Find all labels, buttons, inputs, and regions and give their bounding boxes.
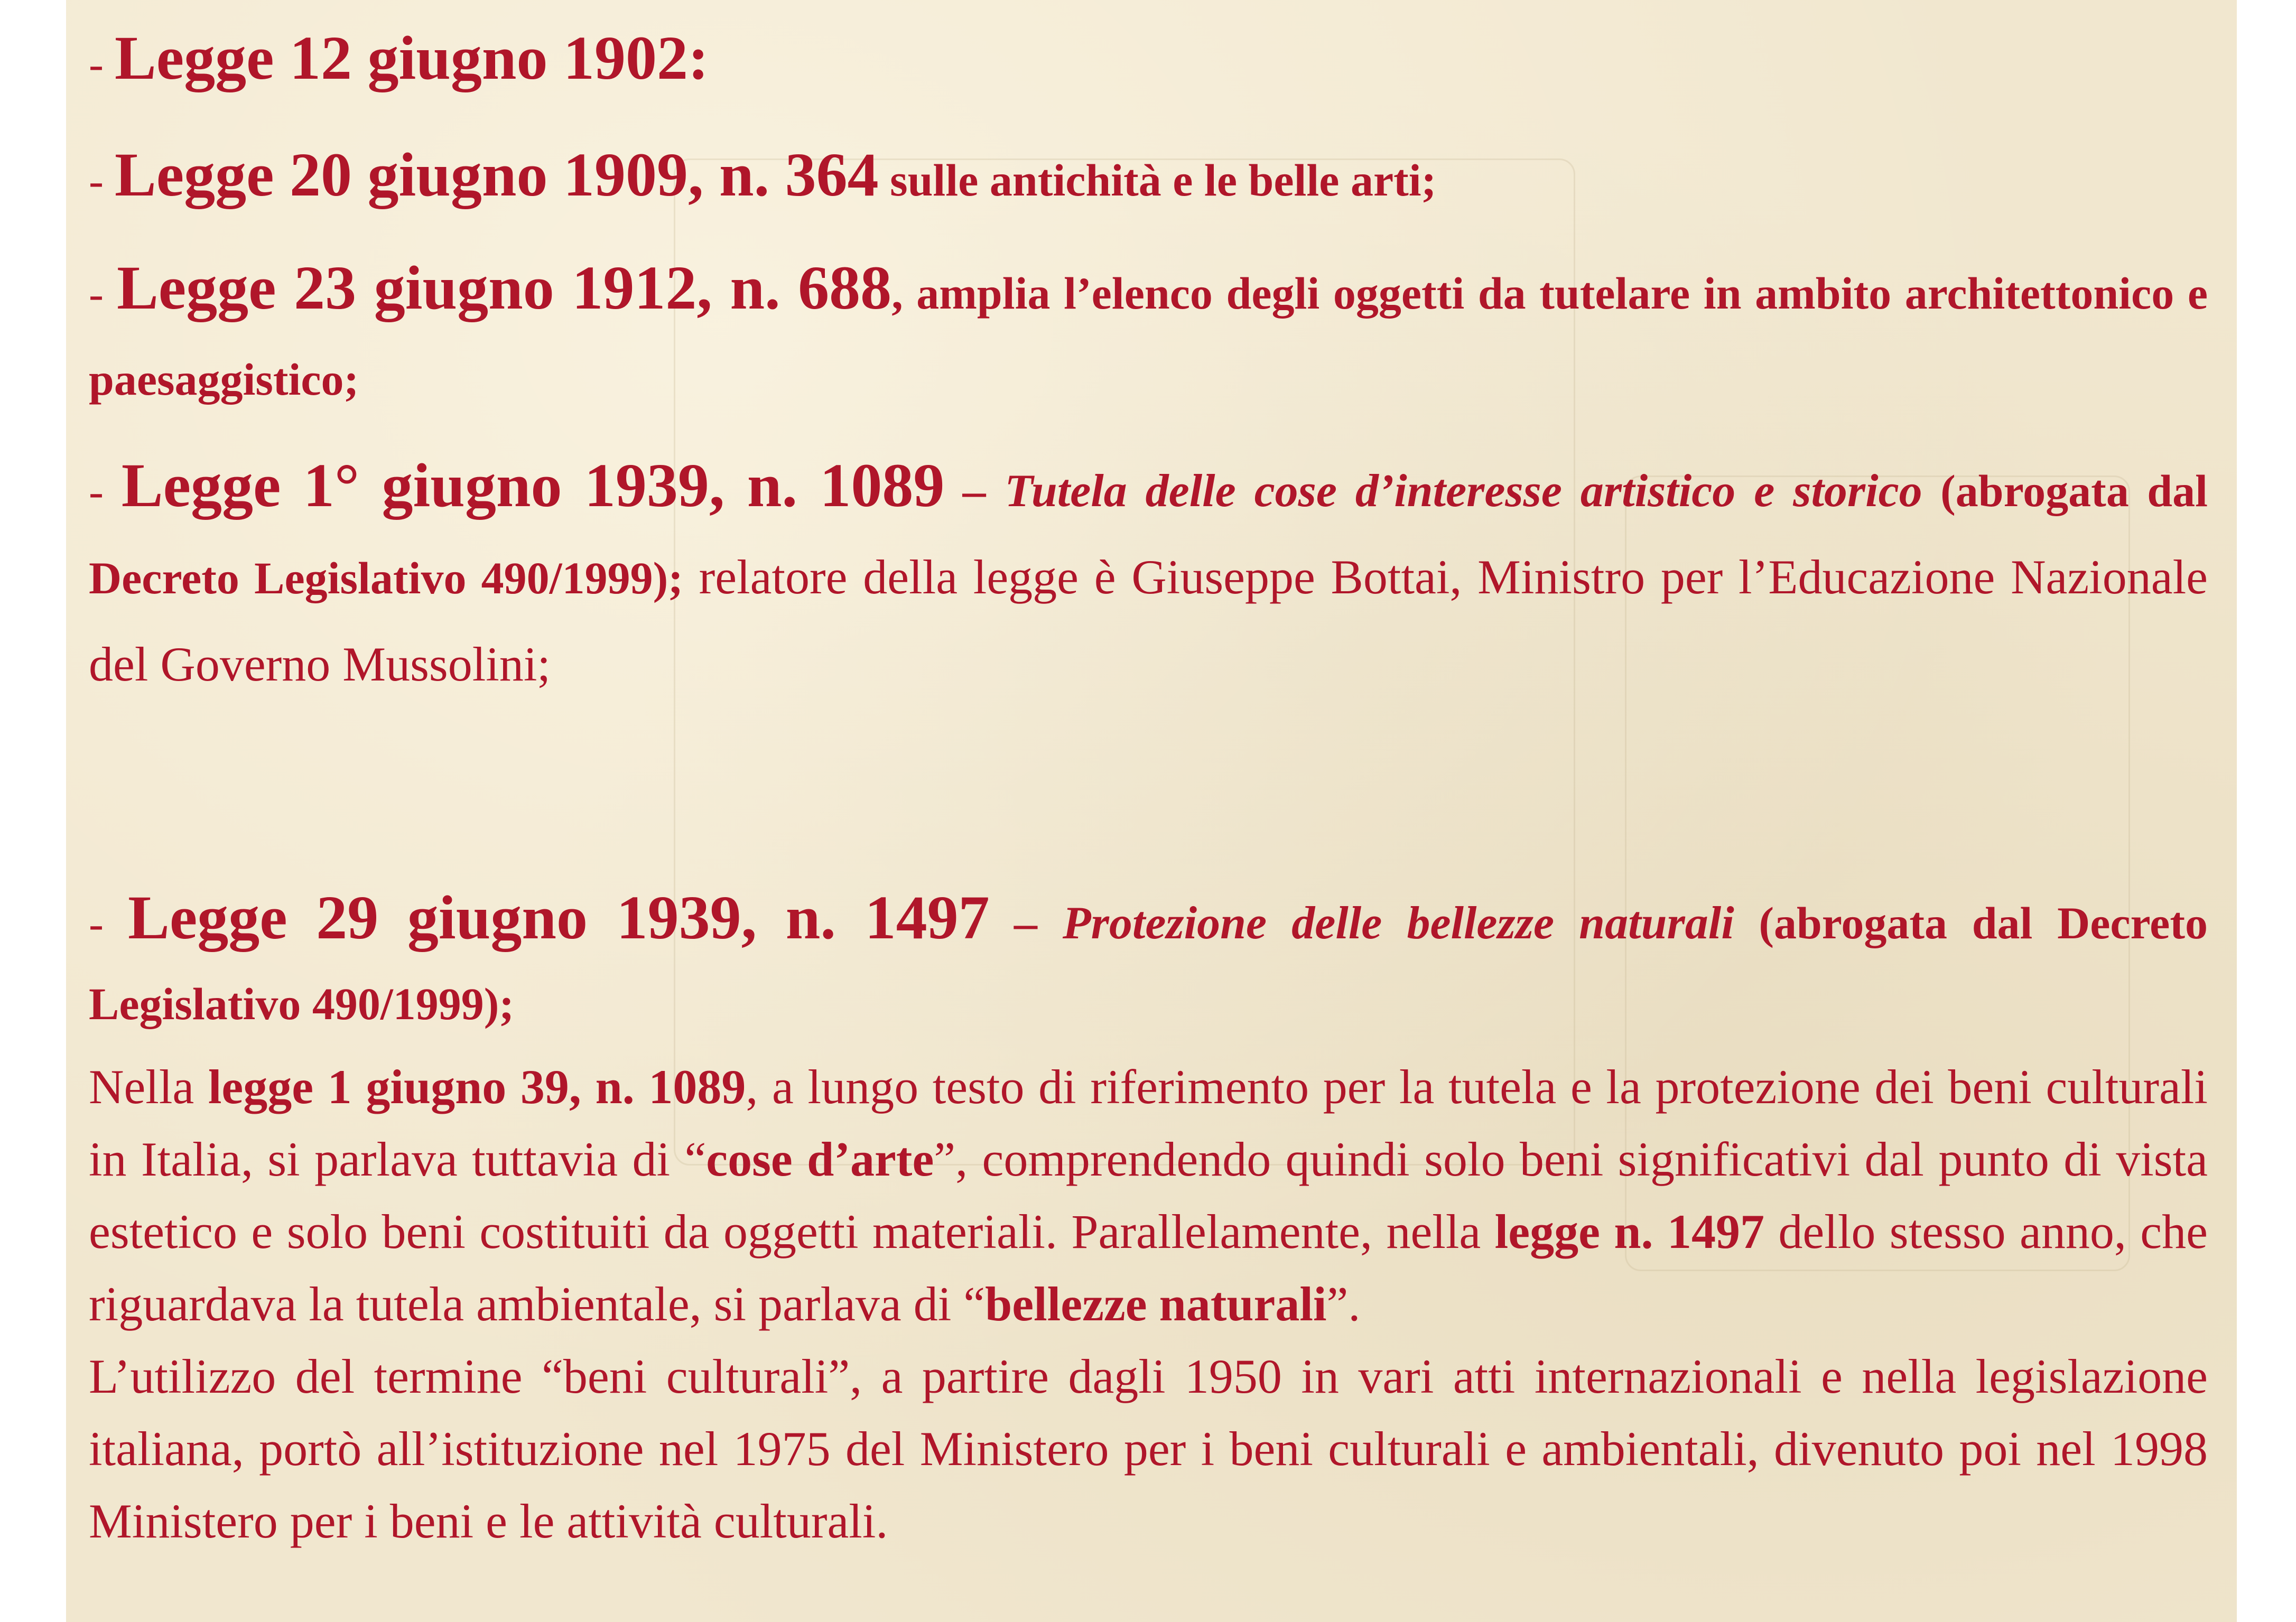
law-title: Legge 1° giugno 1939, n. 1089 bbox=[121, 451, 945, 520]
paragraph-beni-culturali: L’utilizzo del termine “beni culturali”, a partire dagli 1950 in vari atti internazionali e nella legislazione italiana, portò all’istituzione nel 1975 del Ministero per i beni culturali e ambientali, divenuto poi nel 1998 Ministero per i beni e le attività culturali. bbox=[89, 1349, 2208, 1548]
law-description: sulle antichità e le belle arti; bbox=[878, 155, 1437, 206]
emphasis-bellezze-naturali: bellezze naturali bbox=[985, 1277, 1327, 1331]
paragraph-text: Nella bbox=[89, 1060, 208, 1114]
paragraph-cose-d-arte bbox=[89, 1051, 2208, 1340]
law-abrogation-note: (abrogata dal Decreto Legislativo 490/1999); bbox=[89, 465, 2208, 603]
law-item-1939-1089 bbox=[89, 449, 2208, 715]
emphasis-law-1089: legge 1 giugno 39, n. 1089 bbox=[208, 1060, 746, 1114]
law-item-1939-1497 bbox=[89, 884, 2208, 1051]
paragraph-text: , a lungo testo di riferimento per la tutela e la protezione dei beni culturali in Italia, si parlava tuttavia di “ bbox=[89, 1060, 2208, 1186]
list-dash: - bbox=[89, 467, 122, 516]
law-title: Legge 29 giugno 1939, n. 1497 bbox=[128, 883, 990, 952]
law-subject: Protezione delle bellezze naturali bbox=[1062, 898, 1734, 949]
law-rapporteur-note: relatore della legge è Giuseppe Bottai, Ministro per l’Educazione Nazionale del Governo Mussolini; bbox=[89, 550, 2208, 691]
document-text bbox=[89, 16, 2208, 1558]
law-item-1912 bbox=[89, 251, 2208, 429]
list-dash: - bbox=[89, 156, 115, 206]
law-separator: – bbox=[989, 898, 1063, 949]
law-title: Legge 20 giugno 1909, n. 364 bbox=[114, 140, 879, 209]
paragraph-text: ”. bbox=[1326, 1277, 1361, 1331]
law-title: Legge 23 giugno 1912, n. 688 bbox=[117, 253, 892, 322]
law-separator: – bbox=[944, 465, 1005, 517]
law-item-1909 bbox=[89, 133, 2208, 236]
emphasis-law-1497: legge n. 1497 bbox=[1494, 1205, 1764, 1259]
list-dash: - bbox=[89, 269, 117, 319]
paragraph-text: dello stesso anno, che riguardava la tutela ambientale, si parlava di “ bbox=[89, 1205, 2208, 1331]
paragraph-text: ”, comprendendo quindi solo beni significativi dal punto di vista estetico e solo beni costituiti da oggetti materiali. Parallelamente, nella bbox=[89, 1132, 2208, 1259]
law-title: Legge 12 giugno 1902: bbox=[114, 23, 709, 92]
law-item-1902 bbox=[89, 16, 2208, 119]
emphasis-cose-d-arte: cose d’arte bbox=[706, 1132, 934, 1186]
list-dash: - bbox=[89, 899, 128, 948]
law-description: , amplia l’elenco degli oggetti da tutelare in ambito architettonico e paesaggistico; bbox=[89, 268, 2208, 405]
law-abrogation-note: (abrogata dal Decreto Legislativo 490/1999); bbox=[89, 898, 2208, 1029]
law-subject: Tutela delle cose d’interesse artistico e storico bbox=[1005, 465, 1922, 517]
list-dash: - bbox=[89, 40, 115, 89]
